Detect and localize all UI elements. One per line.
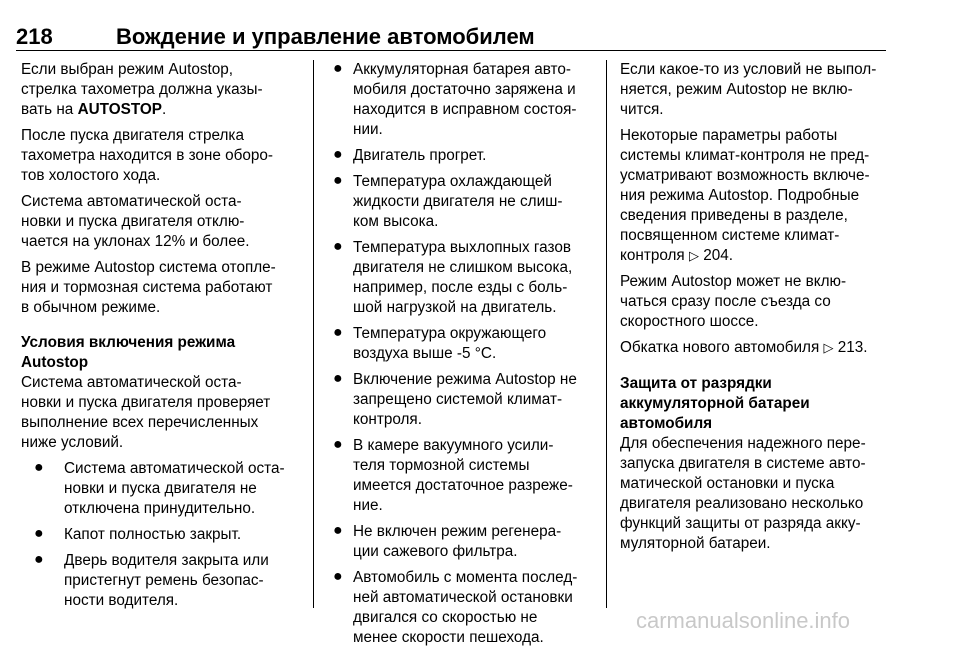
text-line: После пуска двигателя стрелка <box>21 127 244 144</box>
bullet-icon: ● <box>333 172 343 189</box>
text-line: автомобиля <box>620 415 713 432</box>
text-line: Если выбран режим Autostop, <box>21 61 234 78</box>
conditions-list <box>21 459 303 611</box>
text-line: ние. <box>353 497 383 514</box>
text-line: Температура охлаждающей <box>353 173 552 190</box>
text-line: Защита от разрядки <box>620 375 772 392</box>
text-line: аккумуляторной батареи <box>620 395 810 412</box>
text-line: менее скорости пешехода. <box>353 629 544 646</box>
list-item <box>330 238 612 318</box>
text-line: Не включен режим регенера- <box>353 523 562 540</box>
text-line: тахометра находится в зоне оборо- <box>21 147 274 164</box>
paragraph <box>620 338 890 358</box>
text-line: сведения приведены в разделе, <box>620 207 848 224</box>
page-number: 218 <box>16 24 53 49</box>
text-line: ния и тормозная система работают <box>21 279 273 296</box>
list-item <box>21 525 303 545</box>
text-line: Если какое-то из условий не выпол- <box>620 61 877 78</box>
text-line: чается на уклонах 12% и более. <box>21 233 250 250</box>
text-line: контроля <box>620 247 689 264</box>
paragraph <box>620 434 890 554</box>
text-line: например, после езды с боль- <box>353 279 568 296</box>
paragraph <box>21 60 303 120</box>
text-line: мобиля достаточно заряжена и <box>353 81 576 98</box>
bullet-icon: ● <box>333 60 343 77</box>
text-line: муляторной батареи. <box>620 535 771 552</box>
text-line: запрещено системой климат- <box>353 391 563 408</box>
text-line: В камере вакуумного усили- <box>353 437 554 454</box>
bullet-icon: ● <box>333 324 343 341</box>
text-line: ния режима Autostop. Подробные <box>620 187 860 204</box>
paragraph <box>21 126 303 186</box>
text-line: Капот полностью закрыт. <box>64 526 242 543</box>
list-item <box>330 436 612 516</box>
conditions-list <box>330 60 612 648</box>
column-divider <box>313 60 314 608</box>
list-item <box>330 60 612 140</box>
bullet-icon: ● <box>333 238 343 255</box>
paragraph <box>21 373 303 453</box>
page-reference-link[interactable]: 213. <box>837 339 868 356</box>
bullet-icon: ● <box>34 551 44 568</box>
paragraph <box>620 272 890 332</box>
text-line: двигателя реализовано несколько <box>620 495 864 512</box>
text-line: Температура окружающего <box>353 325 547 342</box>
text-line: ции сажевого фильтра. <box>353 543 518 560</box>
text-line: Система автоматической оста- <box>21 193 242 210</box>
text-line: Режим Autostop может не вклю- <box>620 273 847 290</box>
bullet-icon: ● <box>333 522 343 539</box>
paragraph <box>620 60 890 120</box>
list-item <box>330 370 612 430</box>
text-line: Двигатель прогрет. <box>353 147 487 164</box>
bullet-icon: ● <box>333 146 343 163</box>
paragraph <box>21 258 303 318</box>
bullet-icon: ● <box>34 459 44 476</box>
text-line: Дверь водителя закрыта или <box>64 552 269 569</box>
paragraph <box>21 192 303 252</box>
text-line: тов холостого хода. <box>21 167 161 184</box>
text-line: новки и пуска двигателя отклю- <box>21 213 245 230</box>
column-2 <box>330 60 612 654</box>
paragraph <box>620 126 890 266</box>
text-line: Включение режима Autostop не <box>353 371 577 388</box>
text-line: шой нагрузкой на двигатель. <box>353 299 557 316</box>
text-line: ности водителя. <box>64 592 179 609</box>
page-title: Вождение и управление автомобилем <box>116 24 535 49</box>
text-line: ком высока. <box>353 213 439 230</box>
text-line: Для обеспечения надежного пере- <box>620 435 866 452</box>
list-item <box>21 459 303 519</box>
text-line: ниже условий. <box>21 434 124 451</box>
autostop-keyword: AUTOSTOP <box>77 101 162 118</box>
text-line: Условия включения режима <box>21 334 236 351</box>
text-line: двигался со скоростью не <box>353 609 538 626</box>
text-line: усматривают возможность включе- <box>620 167 870 184</box>
list-item <box>21 551 303 611</box>
list-item <box>330 172 612 232</box>
text-line: теля тормозной системы <box>353 457 530 474</box>
text-line: запуска двигателя в системе авто- <box>620 455 866 472</box>
text-line: новки и пуска двигателя проверяет <box>21 394 271 411</box>
section-heading <box>620 374 890 434</box>
list-item <box>330 568 612 648</box>
text-line: скоростного шоссе. <box>620 313 759 330</box>
text-line: посвященном системе климат- <box>620 227 840 244</box>
bullet-icon: ● <box>333 568 343 585</box>
column-1 <box>21 60 303 617</box>
text-line: вать на <box>21 101 78 118</box>
list-item <box>330 522 612 562</box>
page-reference-icon: ▷ <box>823 340 834 355</box>
text-line: в обычном режиме. <box>21 299 161 316</box>
text-line: чаться сразу после съезда со <box>620 293 831 310</box>
text-line: новки и пуска двигателя не <box>64 480 257 497</box>
text-line: ней автоматической остановки <box>353 589 573 606</box>
list-item <box>330 324 612 364</box>
text-line: Система автоматической оста- <box>64 460 285 477</box>
page-reference-icon: ▷ <box>688 248 699 263</box>
text-line: функций защиты от разряда акку- <box>620 515 861 532</box>
watermark: carmanualsonline.info <box>636 608 851 633</box>
text-line: няется, режим Autostop не вклю- <box>620 81 853 98</box>
text-line: нии. <box>353 121 383 138</box>
section-heading <box>21 333 303 373</box>
page-header <box>16 20 886 52</box>
text-line: стрелка тахометра должна указы- <box>21 81 263 98</box>
list-item <box>330 146 612 166</box>
text-line: В режиме Autostop система отопле- <box>21 259 276 276</box>
text-line: контроля. <box>353 411 422 428</box>
text-line: Система автоматической оста- <box>21 374 242 391</box>
text-line: Температура выхлопных газов <box>353 239 571 256</box>
bullet-icon: ● <box>333 370 343 387</box>
text-line: двигателя не слишком высока, <box>353 259 573 276</box>
text-line: воздуха выше -5 °C. <box>353 345 497 362</box>
text-line: жидкости двигателя не слиш- <box>353 193 563 210</box>
bullet-icon: ● <box>333 436 343 453</box>
text-line: чится. <box>620 101 664 118</box>
text-line: Аккумуляторная батарея авто- <box>353 61 571 78</box>
text-line: имеется достаточное разреже- <box>353 477 573 494</box>
text-line: Некоторые параметры работы <box>620 127 838 144</box>
text-line: матической остановки и пуска <box>620 475 835 492</box>
text-line: Autostop <box>21 354 89 371</box>
text-line: системы климат-контроля не пред- <box>620 147 870 164</box>
text-line: отключена принудительно. <box>64 500 256 517</box>
text-fragment: . <box>162 101 167 118</box>
text-line: Обкатка нового автомобиля <box>620 339 824 356</box>
bullet-icon: ● <box>34 525 44 542</box>
text-line: находится в исправном состоя- <box>353 101 577 118</box>
text-line: Автомобиль с момента послед- <box>353 569 578 586</box>
page-reference-link[interactable]: 204. <box>703 247 733 264</box>
column-3 <box>620 60 890 560</box>
header-divider <box>16 50 886 51</box>
text-line: пристегнут ремень безопас- <box>64 572 264 589</box>
text-line: выполнение всех перечисленных <box>21 414 259 431</box>
